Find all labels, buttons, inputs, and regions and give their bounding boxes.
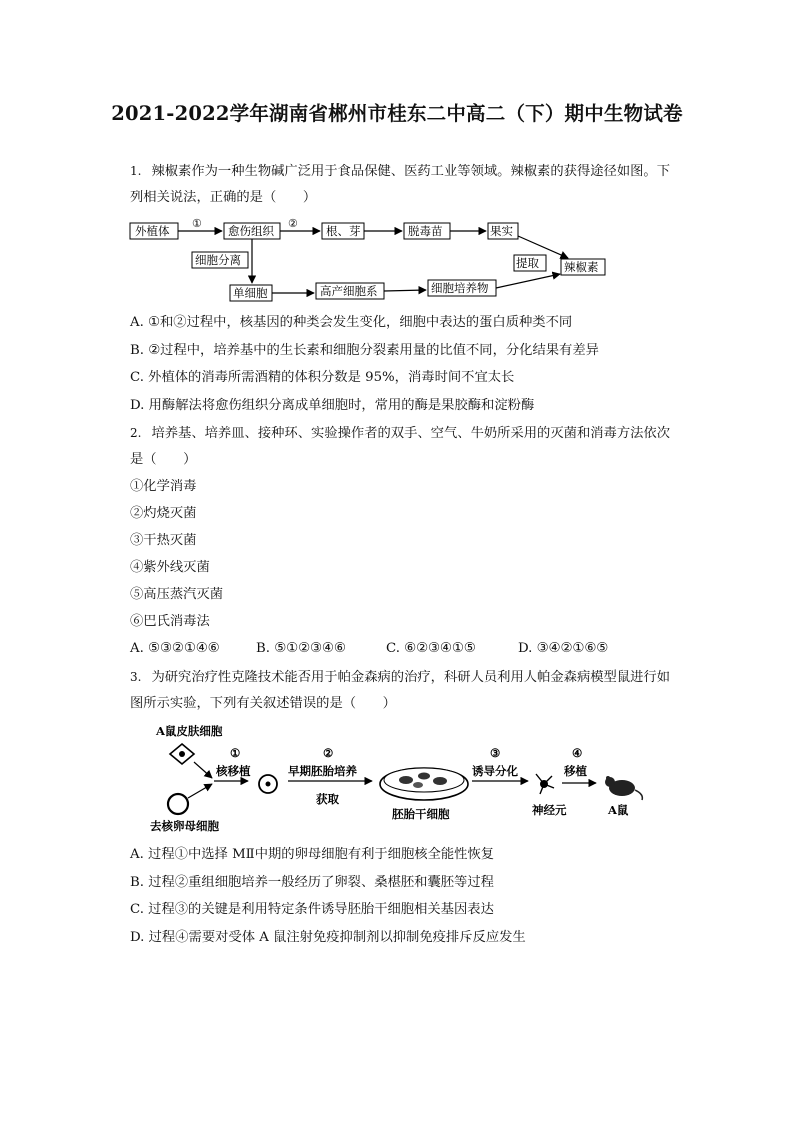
q2-number: 2. <box>130 426 142 440</box>
label-step1: ① <box>192 217 202 230</box>
box-extract <box>514 255 546 271</box>
q3-stem-line-1 <box>130 668 670 687</box>
svg-text:脱毒苗: 脱毒苗 <box>408 224 443 238</box>
box-callus <box>224 223 280 239</box>
q2-option-c[interactable]: C. ⑥②③④①⑤ <box>386 641 476 656</box>
q3-option-d[interactable]: D. 过程④需要对受体 A 鼠注射免疫抑制剂以抑制免疫排斥反应发生 <box>130 930 526 945</box>
box-explant <box>130 223 178 239</box>
q2-stem-line-2: 是（ ） <box>130 452 197 467</box>
svg-text:果实: 果实 <box>490 224 513 238</box>
q3-option-c[interactable]: C. 过程③的关键是利用特定条件诱导胚胎干细胞相关基因表达 <box>130 902 494 917</box>
q2-option-b[interactable]: B. ⑤①②③④⑥ <box>256 641 346 656</box>
label-egg-cell: 去核卵母细胞 <box>150 819 219 833</box>
label-transplant: 移植 <box>564 764 587 778</box>
box-high-yield <box>316 283 384 299</box>
svg-text:细胞培养物: 细胞培养物 <box>431 281 489 295</box>
box-seedling <box>404 223 450 239</box>
q3-diagram <box>150 718 670 838</box>
q3-number: 3. <box>130 670 142 684</box>
label-step1: ① <box>230 746 241 760</box>
label-step2: ② <box>323 746 334 760</box>
label-neuron: 神经元 <box>532 803 567 817</box>
box-cell-sep <box>192 252 248 268</box>
q2-option-a[interactable]: A. ⑤③②①④⑥ <box>130 641 220 656</box>
label-mouse: A鼠 <box>608 803 629 817</box>
q2-option-d[interactable]: D. ③④②①⑥⑤ <box>518 641 609 656</box>
label-early-embryo: 早期胚胎培养 <box>288 764 357 778</box>
svg-text:外植体: 外植体 <box>135 224 170 238</box>
q2-stem-line-1 <box>130 424 670 443</box>
q2-item-1: ①化学消毒 <box>130 479 197 494</box>
label-nuclear-transfer: 核移植 <box>216 764 251 778</box>
q1-number: 1. <box>130 164 142 178</box>
box-fruit <box>488 223 518 239</box>
q1-stem-line-2: 列相关说法，正确的是（ ） <box>130 190 317 205</box>
q2-item-5: ⑤高压蒸汽灭菌 <box>130 587 224 602</box>
mouse-icon <box>605 776 642 800</box>
q1-stem-text-1: 辣椒素作为一种生物碱广泛用于食品保健、医药工业等领域。辣椒素的获得途径如图。下 <box>151 164 671 179</box>
q2-item-4: ④紫外线灭菌 <box>130 560 210 575</box>
label-step2: ② <box>288 217 298 230</box>
svg-text:辣椒素: 辣椒素 <box>564 260 599 274</box>
reconstructed-cell-icon <box>259 775 277 793</box>
arrow-culture-capsaicin <box>496 274 560 288</box>
q2-options-row <box>130 640 628 658</box>
label-obtain: 获取 <box>316 792 339 806</box>
q1-option-a[interactable]: A. ①和②过程中，核基因的种类会发生变化，细胞中表达的蛋白质种类不同 <box>130 315 573 330</box>
box-single-cell <box>230 285 272 301</box>
q1-option-c[interactable]: C. 外植体的消毒所需酒精的体积分数是 95%，消毒时间不宜太长 <box>130 370 515 385</box>
q2-item-3: ③干热灭菌 <box>130 533 197 548</box>
arrow-egg-to-transfer <box>188 784 212 798</box>
svg-text:愈伤组织: 愈伤组织 <box>228 224 274 238</box>
q3-stem-line-2: 图所示实验，下列有关叙述错误的是（ ） <box>130 696 396 711</box>
box-root-bud <box>322 223 364 239</box>
petri-dish-icon <box>380 768 468 800</box>
svg-text:细胞分离: 细胞分离 <box>195 253 241 267</box>
q3-option-b[interactable]: B. 过程②重组细胞培养一般经历了卵裂、桑椹胚和囊胚等过程 <box>130 875 494 890</box>
q2-item-2: ②灼烧灭菌 <box>130 506 197 521</box>
label-es-cell: 胚胎干细胞 <box>392 807 450 821</box>
svg-text:提取: 提取 <box>516 256 539 270</box>
page-title: 2021-2022学年湖南省郴州市桂东二中高二（下）期中生物试卷 <box>111 102 683 125</box>
neuron-icon <box>536 774 554 794</box>
skin-cell-icon <box>170 744 194 764</box>
q1-diagram <box>128 216 648 306</box>
q1-option-d[interactable]: D. 用酶解法将愈伤组织分离成单细胞时，常用的酶是果胶酶和淀粉酶 <box>130 398 535 413</box>
q2-item-6: ⑥巴氏消毒法 <box>130 614 210 629</box>
label-step3: ③ <box>490 746 501 760</box>
box-capsaicin <box>561 259 605 275</box>
arrow-skin-to-transfer <box>194 762 212 778</box>
label-skin-cell: A鼠皮肤细胞 <box>156 724 223 738</box>
svg-text:高产细胞系: 高产细胞系 <box>320 284 378 298</box>
arrow-highyield-culture <box>384 290 426 291</box>
q3-stem-text-1: 为研究治疗性克隆技术能否用于帕金森病的治疗，科研人员利用人帕金森病模型鼠进行如 <box>151 670 671 685</box>
label-step4: ④ <box>572 746 583 760</box>
label-induce: 诱导分化 <box>472 764 518 778</box>
q1-stem-line-1 <box>130 162 670 181</box>
svg-text:根、芽: 根、芽 <box>326 224 361 238</box>
q1-option-b[interactable]: B. ②过程中，培养基中的生长素和细胞分裂素用量的比值不同，分化结果有差异 <box>130 343 599 358</box>
egg-cell-icon <box>168 794 188 814</box>
box-culture <box>428 280 496 296</box>
q2-stem-text-1: 培养基、培养皿、接种环、实验操作者的双手、空气、牛奶所采用的灭菌和消毒方法依次 <box>151 426 671 441</box>
svg-text:单细胞: 单细胞 <box>233 286 268 300</box>
q3-option-a[interactable]: A. 过程①中选择 MⅡ中期的卵母细胞有利于细胞核全能性恢复 <box>130 847 495 862</box>
